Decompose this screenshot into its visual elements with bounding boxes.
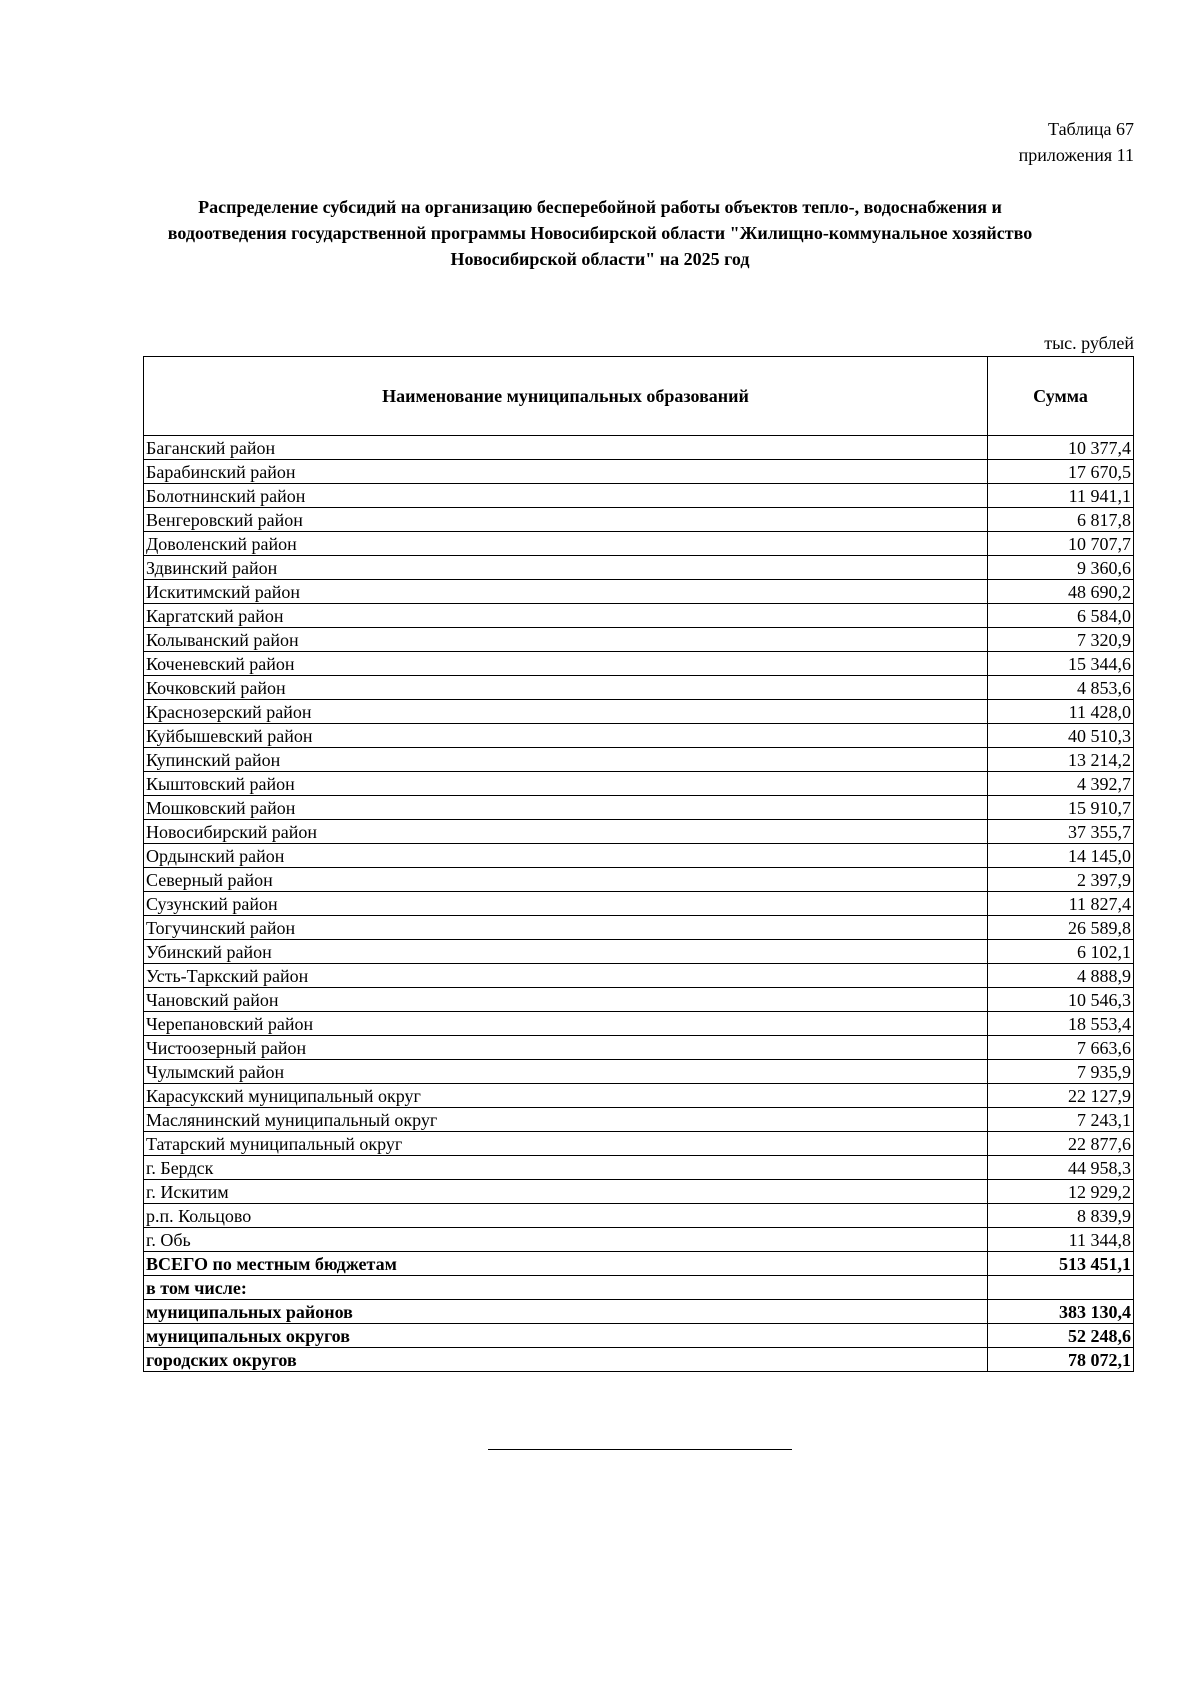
amount-value: 7 243,1 (988, 1108, 1134, 1132)
table-row (144, 1012, 1134, 1036)
municipality-name: Краснозерский район (144, 700, 988, 724)
amount-value: 513 451,1 (988, 1252, 1134, 1276)
municipality-name: Куйбышевский район (144, 724, 988, 748)
appendix-caption: приложения 11 (1018, 145, 1134, 165)
amount-value: 11 428,0 (988, 700, 1134, 724)
amount-value: 7 663,6 (988, 1036, 1134, 1060)
amount-value: 10 546,3 (988, 988, 1134, 1012)
municipality-name: Сузунский район (144, 892, 988, 916)
total-row (144, 1348, 1134, 1372)
municipality-name: Карасукский муниципальный округ (144, 1084, 988, 1108)
table-row (144, 700, 1134, 724)
table-row (144, 1108, 1134, 1132)
amount-value: 8 839,9 (988, 1204, 1134, 1228)
municipality-name: г. Бердск (144, 1156, 988, 1180)
amount-value: 4 853,6 (988, 676, 1134, 700)
municipality-name: городских округов (144, 1348, 988, 1372)
amount-value: 7 935,9 (988, 1060, 1134, 1084)
header-amount: Сумма (988, 357, 1134, 436)
amount-value: 14 145,0 (988, 844, 1134, 868)
table-row (144, 844, 1134, 868)
table-row (144, 964, 1134, 988)
municipality-name: Усть-Таркский район (144, 964, 988, 988)
amount-value: 6 817,8 (988, 508, 1134, 532)
table-row (144, 1180, 1134, 1204)
table-number-caption: Таблица 67 (1048, 119, 1134, 139)
amount-value: 2 397,9 (988, 868, 1134, 892)
amount-value: 6 102,1 (988, 940, 1134, 964)
table-row (144, 772, 1134, 796)
amount-value (988, 1276, 1134, 1300)
amount-value: 10 377,4 (988, 436, 1134, 460)
subsidy-table (143, 356, 1134, 1372)
municipality-name: муниципальных районов (144, 1300, 988, 1324)
municipality-name: Маслянинский муниципальный округ (144, 1108, 988, 1132)
table-row (144, 1204, 1134, 1228)
amount-value: 48 690,2 (988, 580, 1134, 604)
amount-value: 40 510,3 (988, 724, 1134, 748)
municipality-name: Ордынский район (144, 844, 988, 868)
table-body (144, 436, 1134, 1372)
amount-value: 22 127,9 (988, 1084, 1134, 1108)
table-row (144, 868, 1134, 892)
table-header-row (144, 357, 1134, 436)
table-row (144, 436, 1134, 460)
amount-value: 22 877,6 (988, 1132, 1134, 1156)
municipality-name: Чистоозерный район (144, 1036, 988, 1060)
amount-value: 37 355,7 (988, 820, 1134, 844)
table-row (144, 604, 1134, 628)
total-row (144, 1324, 1134, 1348)
document-title: Распределение субсидий на организацию бесперебойной работы объектов тепло-, водоснабжения и водоотведения государственной программы Новосибирской области "Жилищно-коммунальное хозяйство Новосибирской области" на 2025 год (167, 197, 1033, 269)
amount-value: 26 589,8 (988, 916, 1134, 940)
municipality-name: Чулымский район (144, 1060, 988, 1084)
table-row (144, 484, 1134, 508)
table-row (144, 988, 1134, 1012)
table-row (144, 1060, 1134, 1084)
municipality-name: Каргатский район (144, 604, 988, 628)
table-row (144, 1084, 1134, 1108)
table-row (144, 1228, 1134, 1252)
table-row (144, 724, 1134, 748)
municipality-name: Мошковский район (144, 796, 988, 820)
municipality-name: ВСЕГО по местным бюджетам (144, 1252, 988, 1276)
amount-value: 17 670,5 (988, 460, 1134, 484)
total-row (144, 1252, 1134, 1276)
municipality-name: Здвинский район (144, 556, 988, 580)
amount-value: 78 072,1 (988, 1348, 1134, 1372)
amount-value: 7 320,9 (988, 628, 1134, 652)
municipality-name: Кыштовский район (144, 772, 988, 796)
amount-value: 6 584,0 (988, 604, 1134, 628)
table-row (144, 1036, 1134, 1060)
table-row (144, 556, 1134, 580)
municipality-name: Кочковский район (144, 676, 988, 700)
amount-value: 13 214,2 (988, 748, 1134, 772)
amount-value: 383 130,4 (988, 1300, 1134, 1324)
total-row (144, 1300, 1134, 1324)
amount-value: 4 392,7 (988, 772, 1134, 796)
municipality-name: в том числе: (144, 1276, 988, 1300)
municipality-name: Искитимский район (144, 580, 988, 604)
amount-value: 52 248,6 (988, 1324, 1134, 1348)
amount-value: 11 344,8 (988, 1228, 1134, 1252)
table-row (144, 532, 1134, 556)
table-row (144, 1156, 1134, 1180)
municipality-name: Венгеровский район (144, 508, 988, 532)
amount-value: 15 344,6 (988, 652, 1134, 676)
municipality-name: Барабинский район (144, 460, 988, 484)
municipality-name: Тогучинский район (144, 916, 988, 940)
municipality-name: Чановский район (144, 988, 988, 1012)
amount-value: 44 958,3 (988, 1156, 1134, 1180)
amount-value: 9 360,6 (988, 556, 1134, 580)
municipality-name: Северный район (144, 868, 988, 892)
municipality-name: г. Искитим (144, 1180, 988, 1204)
table-row (144, 892, 1134, 916)
table-row (144, 580, 1134, 604)
amount-value: 11 827,4 (988, 892, 1134, 916)
municipality-name: муниципальных округов (144, 1324, 988, 1348)
amount-value: 18 553,4 (988, 1012, 1134, 1036)
table-row (144, 1132, 1134, 1156)
municipality-name: Татарский муниципальный округ (144, 1132, 988, 1156)
table-row (144, 916, 1134, 940)
municipality-name: Новосибирский район (144, 820, 988, 844)
table-row (144, 676, 1134, 700)
municipality-name: Колыванский район (144, 628, 988, 652)
amount-value: 10 707,7 (988, 532, 1134, 556)
amount-value: 15 910,7 (988, 796, 1134, 820)
municipality-name: Коченевский район (144, 652, 988, 676)
table-row (144, 940, 1134, 964)
municipality-name: Купинский район (144, 748, 988, 772)
municipality-name: Доволенский район (144, 532, 988, 556)
units-label: тыс. рублей (1044, 333, 1134, 353)
municipality-name: р.п. Кольцово (144, 1204, 988, 1228)
footer-divider (488, 1449, 792, 1450)
table-row (144, 628, 1134, 652)
municipality-name: Черепановский район (144, 1012, 988, 1036)
header-name: Наименование муниципальных образований (144, 357, 988, 436)
table-row (144, 820, 1134, 844)
municipality-name: г. Обь (144, 1228, 988, 1252)
amount-value: 12 929,2 (988, 1180, 1134, 1204)
table-row (144, 796, 1134, 820)
table-row (144, 652, 1134, 676)
municipality-name: Болотнинский район (144, 484, 988, 508)
total-row (144, 1276, 1134, 1300)
amount-value: 4 888,9 (988, 964, 1134, 988)
amount-value: 11 941,1 (988, 484, 1134, 508)
table-row (144, 748, 1134, 772)
municipality-name: Баганский район (144, 436, 988, 460)
table-row (144, 508, 1134, 532)
municipality-name: Убинский район (144, 940, 988, 964)
table-row (144, 460, 1134, 484)
